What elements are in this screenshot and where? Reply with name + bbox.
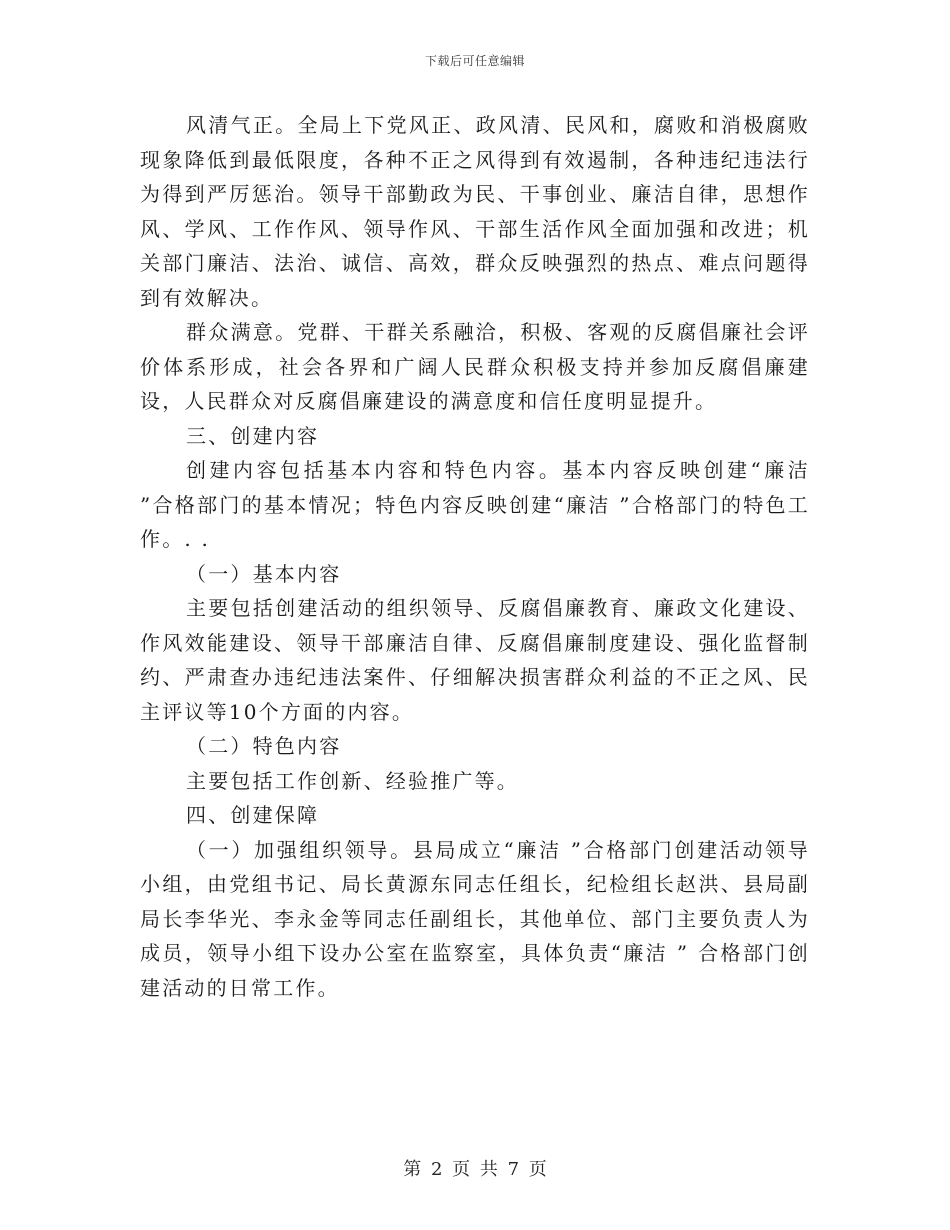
page-header: 下载后可任意编辑: [424, 54, 525, 68]
subsection-heading-basic-content: （一）基本内容: [186, 561, 342, 586]
subsection-heading-special-content: （二）特色内容: [186, 734, 342, 758]
document-body: [140, 108, 810, 1005]
paragraph-public-satisfaction: 群众满意。党群、干群关系融洽，积极、客观的反腐倡廉社会评价体系形成，社会各界和广阔人民群众积极支持并参加反腐倡廉建设，人民群众对反腐倡廉建设的满意度和信任度明显提升。: [140, 320, 810, 413]
section-heading-creation-content: 三、创建内容: [186, 423, 320, 448]
section-heading-creation-guarantee: 四、创建保障: [186, 803, 320, 827]
page-number-footer: 第 2 页 共 7 页: [403, 1159, 547, 1180]
paragraph-basic-content: 主要包括创建活动的组织领导、反腐倡廉教育、廉政文化建设、作风效能建设、领导干部廉洁自律、反腐倡廉制度建设、强化监督制约、严肃查办违纪违法案件、仔细解决损害群众利益的不正之风、民主评议等10个方面的内容。: [140, 596, 810, 724]
paragraph-clean-atmosphere: 风清气正。全局上下党风正、政风清、民风和，腐败和消极腐败现象降低到最低限度，各种不正之风得到有效遏制，各种违纪违法行为得到严厉惩治。领导干部勤政为民、干事创业、廉洁自律，思想作风、学风、工作作风、领导作风、干部生活作风全面加强和改进；机关部门廉洁、法治、诚信、高效，群众反映强烈的热点、难点问题得到有效解决。: [140, 113, 810, 310]
paragraph-organization-leadership: （一）加强组织领导。县局成立“廉洁 ”合格部门创建活动领导小组，由党组书记、局长黄源东同志任组长，纪检组长赵洪、县局副局长李华光、李永金等同志任副组长，其他单位、部门主要负责人为成员，领导小组下设办公室在监察室，具体负责“廉洁 ” 合格部门创建活动的日常工作。: [140, 837, 810, 1000]
paragraph-creation-content: 创建内容包括基本内容和特色内容。基本内容反映创建“廉洁 ”合格部门的基本情况；特色内容反映创建“廉洁 ”合格部门的特色工作。. .: [140, 458, 810, 551]
paragraph-special-content: 主要包括工作创新、经验推广等。: [186, 768, 519, 793]
